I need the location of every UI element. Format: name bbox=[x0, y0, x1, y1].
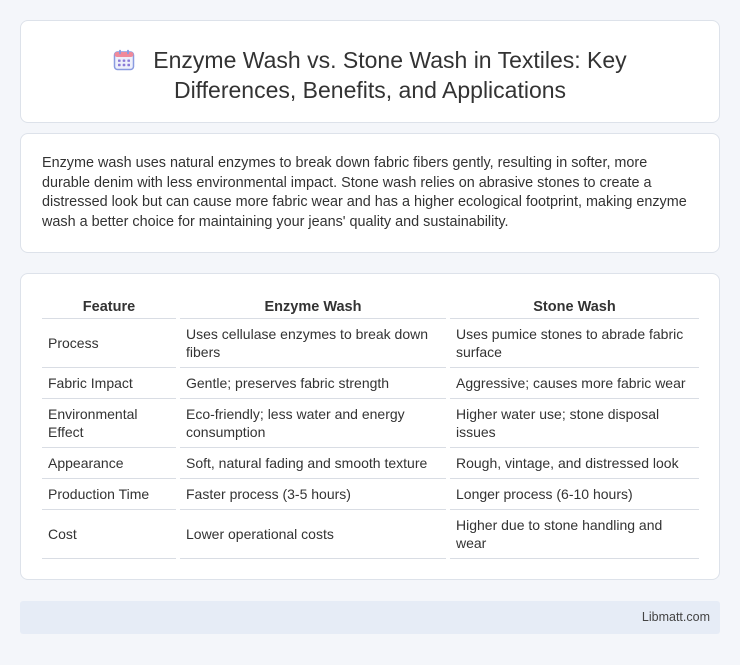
enzyme-wash-cell: Lower operational costs bbox=[178, 509, 448, 558]
enzyme-wash-cell: Uses cellulase enzymes to break down fibers bbox=[178, 318, 448, 367]
calendar-icon bbox=[113, 49, 135, 71]
table-row bbox=[42, 398, 699, 447]
footer-bar bbox=[20, 601, 720, 634]
source-label: Libmatt.com bbox=[641, 610, 710, 624]
column-header-enzyme-wash: Enzyme Wash bbox=[178, 296, 448, 318]
summary-text: Enzyme wash uses natural enzymes to break down fabric fibers gently, resulting in softer, more durable denim with less environmental impact. Stone wash relies on abrasive stones to create a distressed look but can cause more fabric wear and has a higher ecological footprint, making enzyme wash a better choice for maintaining your jeans' quality and sustainability. bbox=[42, 155, 687, 230]
stone-wash-cell: Uses pumice stones to abrade fabric surface bbox=[448, 318, 699, 367]
enzyme-wash-cell: Eco-friendly; less water and energy consumption bbox=[178, 398, 448, 447]
table-row bbox=[42, 447, 699, 478]
column-header-feature: Feature bbox=[42, 296, 178, 318]
feature-cell: Process bbox=[42, 318, 178, 367]
feature-cell: Production Time bbox=[42, 478, 178, 509]
table-row bbox=[42, 367, 699, 398]
feature-cell: Appearance bbox=[42, 447, 178, 478]
title-line-1: Enzyme Wash vs. Stone Wash in Textiles: Key bbox=[153, 47, 627, 73]
enzyme-wash-cell: Gentle; preserves fabric strength bbox=[178, 367, 448, 398]
comparison-table-card bbox=[20, 273, 720, 580]
summary-card bbox=[20, 133, 720, 253]
stone-wash-cell: Higher due to stone handling and wear bbox=[448, 509, 699, 558]
feature-cell: Environmental Effect bbox=[42, 398, 178, 447]
column-header-stone-wash: Stone Wash bbox=[448, 296, 699, 318]
stone-wash-cell: Longer process (6-10 hours) bbox=[448, 478, 699, 509]
table-header-row bbox=[42, 296, 699, 318]
enzyme-wash-cell: Soft, natural fading and smooth texture bbox=[178, 447, 448, 478]
page-title bbox=[21, 45, 719, 105]
stone-wash-cell: Aggressive; causes more fabric wear bbox=[448, 367, 699, 398]
stone-wash-cell: Higher water use; stone disposal issues bbox=[448, 398, 699, 447]
feature-cell: Cost bbox=[42, 509, 178, 558]
table-row bbox=[42, 478, 699, 509]
title-line-2: Differences, Benefits, and Applications bbox=[173, 77, 567, 103]
title-card bbox=[20, 20, 720, 123]
table-row bbox=[42, 318, 699, 367]
feature-cell: Fabric Impact bbox=[42, 367, 178, 398]
table-row bbox=[42, 509, 699, 558]
stone-wash-cell: Rough, vintage, and distressed look bbox=[448, 447, 699, 478]
enzyme-wash-cell: Faster process (3-5 hours) bbox=[178, 478, 448, 509]
comparison-table bbox=[42, 296, 699, 559]
